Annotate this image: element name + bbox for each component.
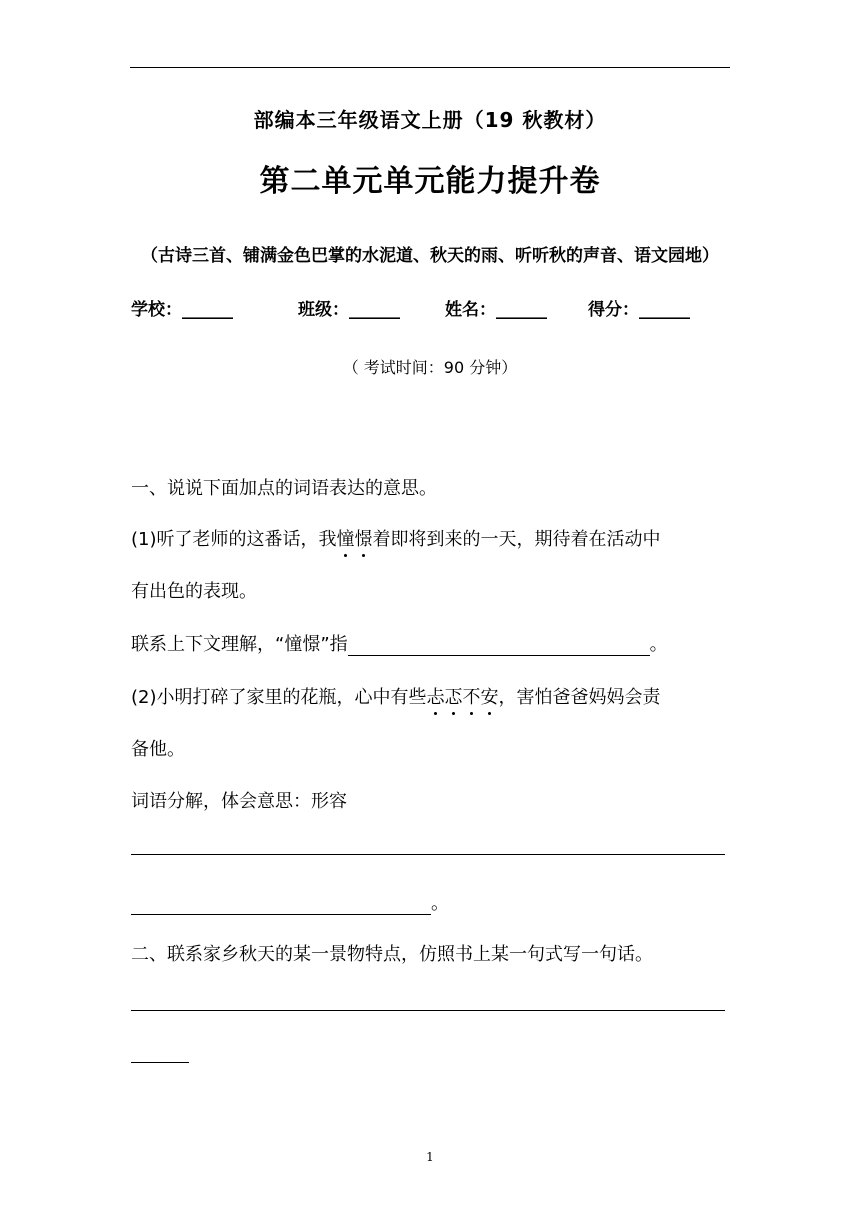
q1-item1-prefix: (1)听了老师的这番话，我 bbox=[131, 529, 337, 550]
exam-subtitle: 部编本三年级语文上册（19 秋教材） bbox=[253, 108, 607, 132]
header-rule bbox=[130, 67, 730, 68]
exam-time: （ 考试时间：90 分钟） bbox=[342, 358, 518, 377]
q1-item2-suffix: ，害怕爸爸妈妈会责 bbox=[498, 687, 661, 708]
q1-item2-answer-line2 bbox=[131, 889, 449, 915]
class-field: 班级：______ bbox=[298, 300, 400, 320]
q1-heading: 一、说说下面加点的词语表达的意思。 bbox=[131, 478, 437, 499]
q1-item1-suffix: 着即将到来的一天，期待着在活动中 bbox=[372, 529, 661, 550]
exam-title: 第二单元单元能力提升卷 bbox=[259, 164, 601, 199]
answer-rule[interactable] bbox=[131, 1010, 725, 1011]
q1-item2-prompt: 词语分解，体会意思：形容 bbox=[131, 791, 347, 812]
dotted-char: 忐 bbox=[427, 683, 445, 709]
page-number: 1 bbox=[426, 1150, 434, 1164]
dotted-char: 憧 bbox=[337, 525, 355, 551]
answer-rule[interactable] bbox=[131, 1062, 189, 1063]
q1-item2-line2: 备他。 bbox=[131, 739, 185, 760]
school-field: 学校：______ bbox=[131, 300, 233, 320]
answer-rule[interactable] bbox=[131, 854, 725, 855]
q1-item1-prompt: 联系上下文理解，“憧憬”指 bbox=[131, 634, 348, 655]
q1-item2-line1 bbox=[131, 683, 661, 709]
dotted-char: 憬 bbox=[355, 525, 373, 551]
dotted-char: 忑 bbox=[445, 683, 463, 709]
answer-blank[interactable] bbox=[348, 635, 650, 656]
name-field: 姓名：______ bbox=[445, 300, 547, 320]
answer-blank[interactable] bbox=[131, 894, 431, 915]
q1-item2-end: 。 bbox=[431, 893, 449, 914]
dotted-char: 安 bbox=[481, 683, 499, 709]
q2-heading: 二、联系家乡秋天的某一景物特点，仿照书上某一句式写一句话。 bbox=[131, 944, 653, 965]
score-field: 得分：______ bbox=[588, 300, 690, 320]
q1-item2-prefix: (2)小明打碎了家里的花瓶，心中有些 bbox=[131, 687, 427, 708]
q1-item1-end: 。 bbox=[649, 634, 668, 655]
q1-item1-line1 bbox=[131, 525, 661, 551]
q1-item1-line2: 有出色的表现。 bbox=[131, 581, 257, 602]
q1-item1-prompt-line bbox=[131, 630, 668, 656]
exam-scope: （古诗三首、铺满金色巴掌的水泥道、秋天的雨、听听秋的声音、语文园地） bbox=[141, 246, 719, 266]
dotted-char: 不 bbox=[463, 683, 481, 709]
